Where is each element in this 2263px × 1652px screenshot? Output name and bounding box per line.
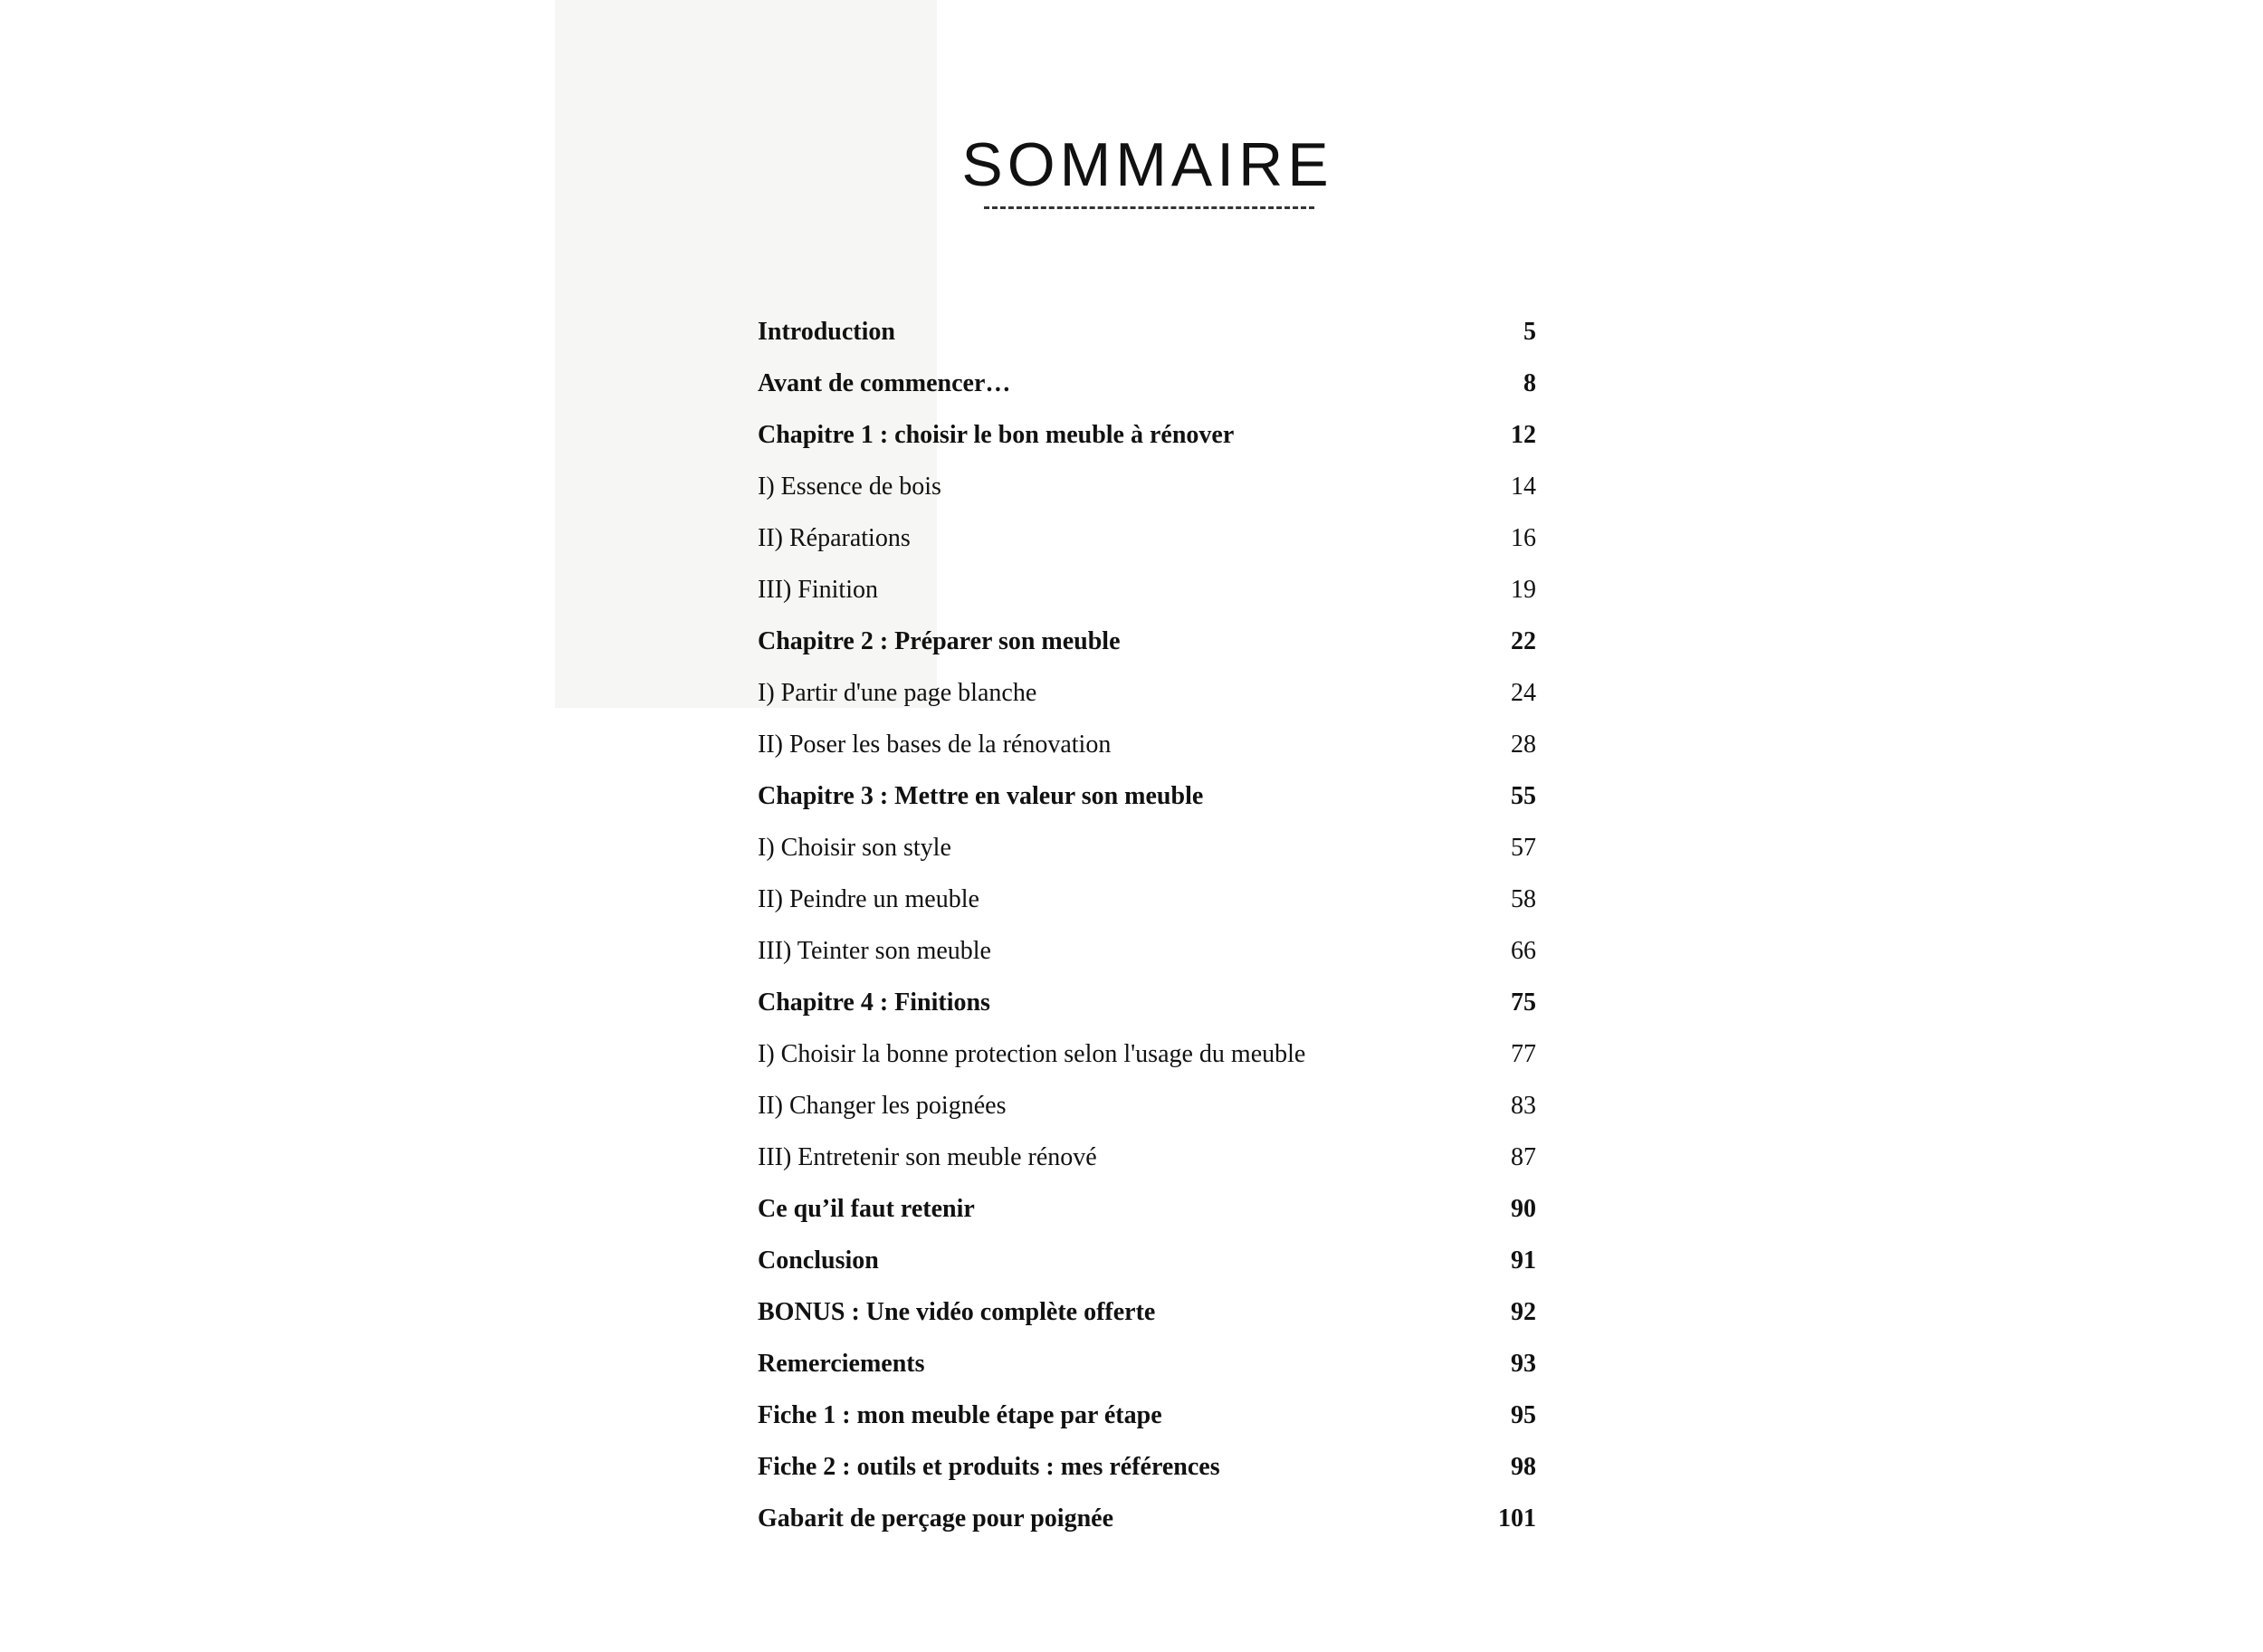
- toc-entry-label: Conclusion: [758, 1246, 879, 1275]
- title-dashed-underline: [984, 206, 1314, 209]
- toc-entry: [758, 409, 1536, 461]
- toc-entry-page-number: 91: [1511, 1246, 1536, 1275]
- page-title: SOMMAIRE: [961, 130, 1333, 199]
- toc-entry-label: Avant de commencer…: [758, 368, 1011, 397]
- toc-entry-page-number: 98: [1511, 1452, 1536, 1481]
- toc-entry-page-number: 93: [1511, 1349, 1536, 1378]
- toc-entry-page-number: 24: [1511, 678, 1536, 707]
- toc-entry-page-number: 16: [1511, 523, 1536, 552]
- toc-entry-label: Chapitre 4 : Finitions: [758, 988, 990, 1017]
- toc-entry: [758, 306, 1536, 358]
- toc-entry: [758, 512, 1536, 564]
- toc-entry: [758, 977, 1536, 1028]
- toc-entry: [758, 822, 1536, 874]
- toc-entry-page-number: 5: [1523, 317, 1536, 346]
- table-of-contents: [758, 306, 1536, 1544]
- toc-entry: [758, 1132, 1536, 1183]
- toc-entry-label: Fiche 1 : mon meuble étape par étape: [758, 1400, 1162, 1429]
- toc-entry: [758, 874, 1536, 925]
- toc-entry: [758, 616, 1536, 667]
- toc-entry-label: Chapitre 1 : choisir le bon meuble à rénover: [758, 420, 1235, 449]
- toc-entry: [758, 1493, 1536, 1544]
- toc-entry-label: Remerciements: [758, 1349, 925, 1378]
- toc-entry: [758, 1338, 1536, 1389]
- toc-entry: [758, 1389, 1536, 1441]
- toc-entry-page-number: 12: [1511, 420, 1536, 449]
- toc-entry-label: I) Choisir la bonne protection selon l'usage du meuble: [758, 1039, 1306, 1068]
- toc-entry-label: III) Entretenir son meuble rénové: [758, 1142, 1097, 1171]
- toc-entry-page-number: 22: [1511, 626, 1536, 655]
- toc-entry: [758, 1080, 1536, 1132]
- toc-entry: [758, 1286, 1536, 1338]
- toc-entry: [758, 1441, 1536, 1493]
- toc-entry-label: I) Partir d'une page blanche: [758, 678, 1037, 707]
- toc-entry: [758, 1183, 1536, 1235]
- toc-entry-page-number: 8: [1523, 368, 1536, 397]
- toc-entry-label: BONUS : Une vidéo complète offerte: [758, 1297, 1156, 1326]
- toc-entry: [758, 719, 1536, 770]
- toc-entry-page-number: 77: [1511, 1039, 1536, 1068]
- toc-entry-page-number: 75: [1511, 988, 1536, 1017]
- toc-entry-label: Chapitre 2 : Préparer son meuble: [758, 626, 1121, 655]
- toc-entry-page-number: 57: [1511, 833, 1536, 862]
- toc-entry-page-number: 19: [1511, 575, 1536, 604]
- toc-entry-label: I) Essence de bois: [758, 472, 941, 501]
- toc-entry-label: II) Changer les poignées: [758, 1091, 1007, 1120]
- toc-entry: [758, 461, 1536, 512]
- toc-entry-page-number: 95: [1511, 1400, 1536, 1429]
- toc-entry-page-number: 92: [1511, 1297, 1536, 1326]
- toc-entry: [758, 564, 1536, 616]
- toc-entry-label: Chapitre 3 : Mettre en valeur son meuble: [758, 781, 1204, 810]
- toc-entry-label: Fiche 2 : outils et produits : mes références: [758, 1452, 1220, 1481]
- toc-entry-page-number: 83: [1511, 1091, 1536, 1120]
- toc-entry: [758, 667, 1536, 719]
- toc-entry: [758, 1028, 1536, 1080]
- toc-entry: [758, 1235, 1536, 1286]
- toc-entry-page-number: 55: [1511, 781, 1536, 810]
- toc-entry-label: II) Réparations: [758, 523, 911, 552]
- toc-entry: [758, 925, 1536, 977]
- toc-entry-page-number: 66: [1511, 936, 1536, 965]
- toc-entry-page-number: 101: [1498, 1504, 1536, 1533]
- toc-entry-label: Gabarit de perçage pour poignée: [758, 1504, 1114, 1533]
- toc-entry-page-number: 28: [1511, 730, 1536, 759]
- toc-entry-label: II) Poser les bases de la rénovation: [758, 730, 1112, 759]
- toc-entry-label: II) Peindre un meuble: [758, 884, 979, 913]
- toc-entry-label: III) Teinter son meuble: [758, 936, 991, 965]
- toc-entry-label: Ce qu’il faut retenir: [758, 1194, 975, 1223]
- toc-entry-label: I) Choisir son style: [758, 833, 951, 862]
- toc-entry-page-number: 58: [1511, 884, 1536, 913]
- toc-entry: [758, 358, 1536, 409]
- toc-entry: [758, 770, 1536, 822]
- toc-entry-page-number: 90: [1511, 1194, 1536, 1223]
- toc-entry-label: III) Finition: [758, 575, 878, 604]
- toc-entry-page-number: 14: [1511, 472, 1536, 501]
- toc-entry-label: Introduction: [758, 317, 895, 346]
- toc-entry-page-number: 87: [1511, 1142, 1536, 1171]
